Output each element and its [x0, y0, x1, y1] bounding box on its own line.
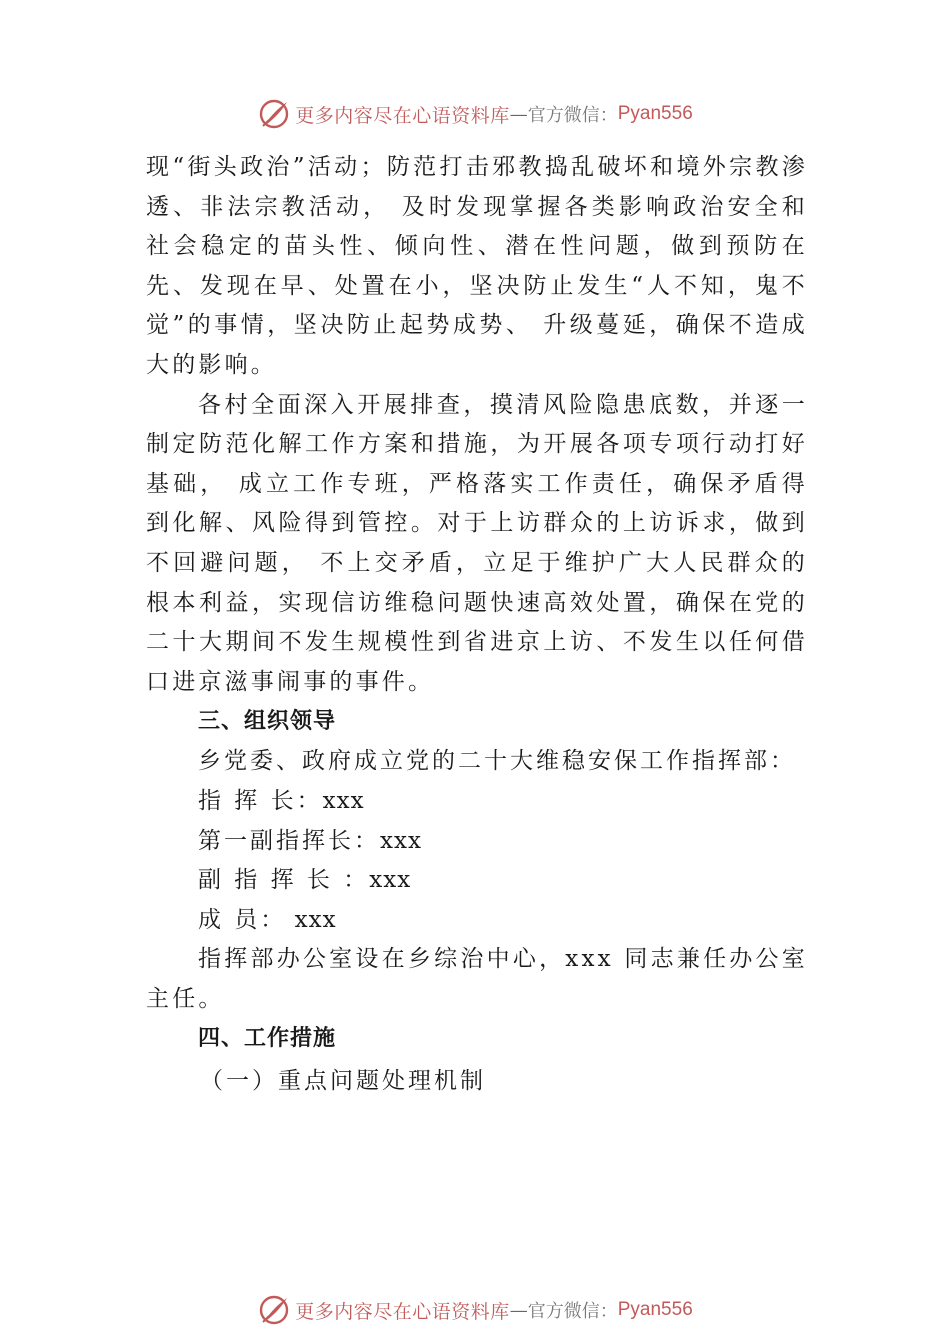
deputy-label: 副 指 挥 长 ：	[198, 867, 370, 894]
quill-logo-icon	[257, 1293, 291, 1327]
first-deputy-line	[146, 822, 808, 862]
document-body	[146, 148, 808, 1103]
watermark-brand: 更多内容尽在心语资料库	[295, 1300, 510, 1323]
commander-value: xxx	[322, 787, 365, 814]
members-line	[146, 901, 808, 941]
subsection-heading-key-issues: （一）重点问题处理机制	[200, 1068, 486, 1095]
first-deputy-value: xxx	[380, 827, 422, 854]
watermark-separator: —	[509, 1299, 528, 1321]
first-deputy-label: 第一副指挥长：	[198, 827, 380, 854]
paragraph-investigation: 各村全面深入开展排查，摸清风险隐患底数，并逐一制定防范化解工作方案和措施，为开展各项专项行动打好基础， 成立工作专班，严格落实工作责任，确保矛盾得到化解、风险得到管控。对于上访群众的上访诉求，做到不回避问题， 不上交矛盾，立足于维护广大人民群众的根本利益，实现信访维稳问题快速高效处置，确保在党的二十大期间不发生规模性到省进京上访、不发生以任何借口进京滋事闹事的事件。	[146, 391, 808, 695]
watermark-label: 官方微信：	[527, 1301, 618, 1322]
quill-logo-icon	[257, 97, 291, 131]
watermark-brand: 更多内容尽在心语资料库	[295, 104, 510, 127]
watermark-separator: —	[509, 103, 528, 125]
office-paragraph: 指挥部办公室设在乡综治中心，xxx 同志兼任办公室主任。	[146, 946, 808, 1012]
watermark-wechat-id: Pyan556	[617, 103, 693, 124]
members-label: 成 员：	[198, 906, 287, 933]
section-heading-measures: 四、工作措施	[198, 1026, 337, 1052]
watermark-label: 官方微信：	[527, 105, 618, 126]
watermark-footer	[0, 1290, 950, 1330]
org-intro: 乡党委、政府成立党的二十大维稳安保工作指挥部：	[198, 748, 796, 775]
watermark-wechat-id: Pyan556	[617, 1299, 693, 1320]
deputy-line	[146, 861, 808, 901]
commander-line	[146, 782, 808, 822]
section-heading-organization: 三、组织领导	[198, 709, 337, 735]
paragraph-prevention: 现“街头政治”活动；防范打击邪教捣乱破坏和境外宗教渗透、非法宗教活动， 及时发现掌握各类影响政治安全和社会稳定的苗头性、倾向性、潜在性问题，做到预防在先、发现在早、处置在小，坚决防止发生“人不知，鬼不觉”的事情，坚决防止起势成势、 升级蔓延，确保不造成大的影响。	[146, 154, 808, 378]
deputy-value: xxx	[369, 867, 412, 894]
commander-label: 指 挥 长：	[198, 787, 323, 814]
members-value: xxx	[286, 906, 337, 933]
watermark-header	[0, 94, 950, 134]
